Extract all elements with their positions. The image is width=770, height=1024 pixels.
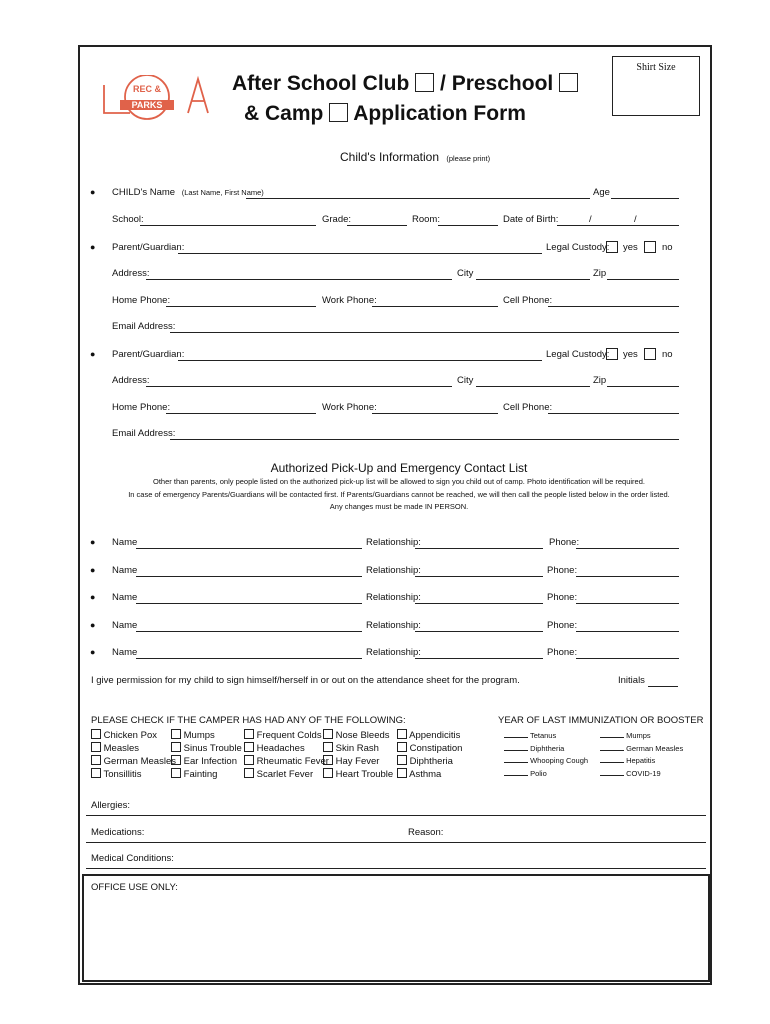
conditions-col-3 bbox=[244, 729, 329, 781]
office-use-label: OFFICE USE ONLY: bbox=[91, 882, 178, 893]
condition-label: Ear Infection bbox=[183, 756, 237, 767]
pickup-rel-field[interactable] bbox=[415, 603, 543, 604]
immunization-label: German Measles bbox=[626, 743, 684, 753]
conditions-col-5 bbox=[397, 729, 462, 781]
zip1-field[interactable] bbox=[607, 279, 679, 280]
pickup-rel-field[interactable] bbox=[415, 548, 543, 549]
medical-conditions-label: Medical Conditions: bbox=[91, 853, 174, 864]
pickup-name-label: Name bbox=[112, 565, 138, 576]
condition-label: Tonsillitis bbox=[103, 769, 142, 780]
condition-item bbox=[91, 742, 176, 755]
medications-field[interactable] bbox=[86, 842, 706, 843]
pickup-name-label: Name bbox=[112, 647, 138, 658]
form-title-line1 bbox=[232, 72, 578, 96]
room-field[interactable] bbox=[438, 225, 498, 226]
parent1-field[interactable] bbox=[178, 253, 542, 254]
condition-checkbox[interactable] bbox=[171, 742, 181, 752]
pickup-phone-field[interactable] bbox=[576, 658, 679, 659]
home-phone1-field[interactable] bbox=[166, 306, 316, 307]
condition-item bbox=[323, 755, 393, 768]
pickup-phone-label: Phone: bbox=[547, 647, 578, 658]
pickup-note-1: Other than parents, only people listed on the authorized pick-up list will be allowed to sign you child out of camp. Photo identification will be required. bbox=[153, 477, 645, 486]
parent2-label: Parent/Guardian: bbox=[112, 349, 185, 360]
grade-field[interactable] bbox=[347, 225, 407, 226]
child-name-field[interactable] bbox=[246, 198, 590, 199]
pickup-phone-field[interactable] bbox=[576, 631, 679, 632]
bullet: ● bbox=[90, 242, 96, 252]
immunization-year-field[interactable] bbox=[504, 762, 528, 763]
pickup-name-label: Name bbox=[112, 537, 138, 548]
immunization-item bbox=[600, 755, 683, 768]
condition-checkbox[interactable] bbox=[397, 729, 407, 739]
pickup-rel-label: Relationship: bbox=[366, 592, 421, 603]
condition-label: Nose Bleeds bbox=[335, 730, 390, 741]
parent2-field[interactable] bbox=[178, 360, 542, 361]
custody1-yes-label: yes bbox=[623, 242, 638, 253]
school-field[interactable] bbox=[140, 225, 316, 226]
condition-item bbox=[397, 742, 462, 755]
condition-checkbox[interactable] bbox=[244, 768, 254, 778]
pickup-rel-label: Relationship: bbox=[366, 647, 421, 658]
condition-label: Frequent Colds bbox=[256, 730, 322, 741]
bullet: ● bbox=[90, 647, 96, 657]
condition-checkbox[interactable] bbox=[171, 768, 181, 778]
bullet: ● bbox=[90, 187, 96, 197]
custody1-label: Legal Custody: bbox=[546, 242, 610, 253]
custody2-no-checkbox[interactable] bbox=[644, 348, 656, 360]
address1-field[interactable] bbox=[146, 279, 452, 280]
immunization-col-1 bbox=[504, 730, 588, 780]
pickup-note-2: In case of emergency Parents/Guardians will be contacted first. If Parents/Guardians cannot be reached, we will then call the people listed below in the order listed. bbox=[128, 490, 670, 499]
zip2-field[interactable] bbox=[607, 386, 679, 387]
logo-text-top: REC & bbox=[132, 84, 161, 94]
condition-label: Chicken Pox bbox=[103, 730, 157, 741]
conditions-col-2 bbox=[171, 729, 242, 781]
pickup-rel-label: Relationship: bbox=[366, 620, 421, 631]
condition-label: Mumps bbox=[183, 730, 215, 741]
pickup-name-field[interactable] bbox=[136, 631, 362, 632]
immunization-item bbox=[504, 743, 588, 756]
immunization-col-2 bbox=[600, 730, 683, 780]
immunization-heading: YEAR OF LAST IMMUNIZATION OR BOOSTER bbox=[498, 715, 704, 726]
condition-item bbox=[91, 755, 176, 768]
medical-conditions-field[interactable] bbox=[86, 868, 706, 869]
cell-phone2-label: Cell Phone: bbox=[503, 402, 553, 413]
child-info-note: (please print) bbox=[446, 154, 491, 163]
condition-checkbox[interactable] bbox=[244, 755, 254, 765]
condition-checkbox[interactable] bbox=[397, 768, 407, 778]
conditions-col-1 bbox=[91, 729, 176, 781]
allergies-label: Allergies: bbox=[91, 800, 131, 811]
email1-field[interactable] bbox=[170, 332, 679, 333]
reason-label: Reason: bbox=[408, 827, 444, 838]
condition-label: Hay Fever bbox=[335, 756, 380, 767]
condition-item bbox=[244, 729, 329, 742]
shirt-size-label: Shirt Size bbox=[636, 62, 676, 73]
condition-label: Asthma bbox=[409, 769, 442, 780]
condition-label: Headaches bbox=[256, 743, 305, 754]
condition-item bbox=[397, 729, 462, 742]
immunization-year-field[interactable] bbox=[504, 775, 528, 776]
address1-label: Address: bbox=[112, 268, 150, 279]
city2-field[interactable] bbox=[476, 386, 590, 387]
condition-item bbox=[171, 729, 242, 742]
grade-label: Grade: bbox=[322, 214, 352, 225]
condition-checkbox[interactable] bbox=[323, 742, 333, 752]
immunization-item bbox=[600, 768, 683, 781]
condition-checkbox[interactable] bbox=[91, 768, 101, 778]
condition-item bbox=[244, 755, 329, 768]
pickup-rel-field[interactable] bbox=[415, 631, 543, 632]
custody2-yes-checkbox[interactable] bbox=[606, 348, 618, 360]
condition-checkbox[interactable] bbox=[171, 729, 181, 739]
pickup-phone-field[interactable] bbox=[576, 548, 679, 549]
immunization-label: Tetanus bbox=[529, 731, 557, 740]
pickup-name-field[interactable] bbox=[136, 603, 362, 604]
immunization-label: Mumps bbox=[626, 731, 651, 740]
pickup-name-field[interactable] bbox=[136, 548, 362, 549]
title-preschool: / Preschool bbox=[440, 72, 554, 95]
pickup-phone-field[interactable] bbox=[576, 576, 679, 577]
custody1-no-checkbox[interactable] bbox=[644, 241, 656, 253]
address2-field[interactable] bbox=[146, 386, 452, 387]
title-camp: & Camp bbox=[244, 102, 324, 125]
allergies-field[interactable] bbox=[86, 815, 706, 816]
pickup-name-field[interactable] bbox=[136, 658, 362, 659]
home-phone2-field[interactable] bbox=[166, 413, 316, 414]
condition-item bbox=[397, 755, 462, 768]
condition-item bbox=[171, 742, 242, 755]
age-field[interactable] bbox=[611, 198, 679, 199]
conditions-col-4 bbox=[323, 729, 393, 781]
pickup-phone-label: Phone: bbox=[549, 537, 580, 548]
immunization-label: Polio bbox=[530, 768, 547, 778]
condition-label: Fainting bbox=[183, 769, 218, 780]
immunization-year-field[interactable] bbox=[600, 775, 624, 776]
condition-checkbox[interactable] bbox=[323, 729, 333, 739]
parent1-label: Parent/Guardian: bbox=[112, 242, 185, 253]
pickup-note-3: Any changes must be made IN PERSON. bbox=[329, 502, 469, 511]
immunization-item bbox=[504, 768, 588, 781]
after-school-checkbox[interactable] bbox=[415, 73, 434, 92]
bullet: ● bbox=[90, 565, 96, 575]
pickup-rel-label: Relationship: bbox=[366, 565, 421, 576]
form-title-line2 bbox=[244, 102, 526, 126]
child-name-label-text: CHILD's Name bbox=[112, 187, 176, 198]
immunization-item bbox=[600, 743, 683, 756]
immunization-year-field[interactable] bbox=[600, 737, 624, 738]
pickup-phone-label: Phone: bbox=[547, 592, 578, 603]
immunization-label: Hepatitis bbox=[626, 756, 656, 765]
custody1-yes-checkbox[interactable] bbox=[606, 241, 618, 253]
pickup-name-label: Name bbox=[112, 592, 138, 603]
dob-label: Date of Birth: bbox=[503, 214, 559, 225]
condition-item bbox=[323, 768, 393, 781]
child-info-heading bbox=[340, 150, 490, 164]
immunization-year-field[interactable] bbox=[504, 750, 528, 751]
immunization-label: COVID-19 bbox=[626, 768, 661, 778]
condition-label: Measles bbox=[103, 743, 140, 754]
condition-label: Scarlet Fever bbox=[256, 769, 314, 780]
condition-item bbox=[91, 768, 176, 781]
custody2-label: Legal Custody: bbox=[546, 349, 610, 360]
condition-checkbox[interactable] bbox=[397, 742, 407, 752]
condition-item bbox=[323, 729, 393, 742]
pickup-heading: Authorized Pick-Up and Emergency Contact List bbox=[270, 461, 528, 475]
city1-label: City bbox=[457, 268, 474, 279]
medications-label: Medications: bbox=[91, 827, 145, 838]
immunization-label: Diphtheria bbox=[530, 743, 565, 753]
condition-checkbox[interactable] bbox=[244, 742, 254, 752]
email2-label: Email Address: bbox=[112, 428, 176, 439]
condition-label: Diphtheria bbox=[409, 756, 453, 767]
child-info-heading-text: Child's Information bbox=[340, 150, 439, 164]
home-phone2-label: Home Phone: bbox=[112, 402, 171, 413]
bullet: ● bbox=[90, 592, 96, 602]
permission-text: I give permission for my child to sign himself/herself in or out on the attendance sheet for the program. bbox=[91, 675, 520, 686]
immunization-item bbox=[600, 730, 683, 743]
condition-checkbox[interactable] bbox=[397, 755, 407, 765]
conditions-heading: PLEASE CHECK IF THE CAMPER HAS HAD ANY OF THE FOLLOWING: bbox=[91, 715, 406, 726]
bullet: ● bbox=[90, 537, 96, 547]
child-name-note: (Last Name, First Name) bbox=[181, 188, 264, 197]
form-frame bbox=[78, 45, 712, 985]
room-label: Room: bbox=[412, 214, 440, 225]
pickup-rel-field[interactable] bbox=[415, 658, 543, 659]
immunization-item bbox=[504, 755, 588, 768]
work-phone2-field[interactable] bbox=[372, 413, 498, 414]
cell-phone2-field[interactable] bbox=[548, 413, 679, 414]
title-application-form: Application Form bbox=[353, 102, 526, 125]
pickup-rel-field[interactable] bbox=[415, 576, 543, 577]
cell-phone1-field[interactable] bbox=[548, 306, 679, 307]
condition-item bbox=[91, 729, 176, 742]
dob-sep-1: / bbox=[589, 214, 592, 225]
zip1-label: Zip bbox=[593, 268, 607, 279]
pickup-phone-label: Phone: bbox=[547, 565, 578, 576]
immunization-year-field[interactable] bbox=[600, 750, 624, 751]
dob-sep-2: / bbox=[634, 214, 637, 225]
zip2-label: Zip bbox=[593, 375, 607, 386]
rec-parks-logo bbox=[100, 75, 210, 125]
email1-label: Email Address: bbox=[112, 321, 176, 332]
work-phone1-label: Work Phone: bbox=[322, 295, 377, 306]
condition-label: Heart Trouble bbox=[335, 769, 394, 780]
dob-field[interactable] bbox=[557, 225, 679, 226]
preschool-checkbox[interactable] bbox=[559, 73, 578, 92]
condition-label: Constipation bbox=[409, 743, 463, 754]
work-phone1-field[interactable] bbox=[372, 306, 498, 307]
immunization-item bbox=[504, 730, 588, 743]
address2-label: Address: bbox=[112, 375, 150, 386]
condition-item bbox=[171, 755, 242, 768]
condition-checkbox[interactable] bbox=[91, 742, 101, 752]
home-phone1-label: Home Phone: bbox=[112, 295, 171, 306]
condition-item bbox=[244, 742, 329, 755]
condition-label: German Measles bbox=[103, 756, 176, 767]
city1-field[interactable] bbox=[476, 279, 590, 280]
condition-item bbox=[244, 768, 329, 781]
pickup-rel-label: Relationship: bbox=[366, 537, 421, 548]
condition-checkbox[interactable] bbox=[91, 729, 101, 739]
condition-checkbox[interactable] bbox=[323, 755, 333, 765]
condition-label: Rheumatic Fever bbox=[256, 756, 329, 767]
initials-label: Initials bbox=[618, 675, 645, 686]
pickup-name-field[interactable] bbox=[136, 576, 362, 577]
pickup-phone-label: Phone: bbox=[547, 620, 578, 631]
custody1-no-label: no bbox=[662, 242, 673, 253]
immunization-year-field[interactable] bbox=[504, 737, 528, 738]
age-label: Age bbox=[593, 187, 610, 198]
condition-item bbox=[397, 768, 462, 781]
condition-label: Sinus Trouble bbox=[183, 743, 242, 754]
initials-field[interactable] bbox=[648, 686, 678, 687]
email2-field[interactable] bbox=[170, 439, 679, 440]
immunization-year-field[interactable] bbox=[600, 762, 624, 763]
cell-phone1-label: Cell Phone: bbox=[503, 295, 553, 306]
custody2-yes-label: yes bbox=[623, 349, 638, 360]
immunization-label: Whooping Cough bbox=[530, 756, 589, 765]
title-after-school: After School Club bbox=[232, 72, 410, 95]
camp-checkbox[interactable] bbox=[329, 103, 348, 122]
logo-text-bottom: PARKS bbox=[120, 100, 174, 110]
condition-item bbox=[323, 742, 393, 755]
shirt-size-box[interactable] bbox=[612, 56, 700, 116]
pickup-phone-field[interactable] bbox=[576, 603, 679, 604]
condition-checkbox[interactable] bbox=[323, 768, 333, 778]
condition-checkbox[interactable] bbox=[244, 729, 254, 739]
condition-item bbox=[171, 768, 242, 781]
condition-label: Skin Rash bbox=[335, 743, 379, 754]
condition-checkbox[interactable] bbox=[171, 755, 181, 765]
school-label: School: bbox=[112, 214, 144, 225]
bullet: ● bbox=[90, 620, 96, 630]
pickup-name-label: Name bbox=[112, 620, 138, 631]
work-phone2-label: Work Phone: bbox=[322, 402, 377, 413]
custody2-no-label: no bbox=[662, 349, 673, 360]
condition-label: Appendicitis bbox=[409, 730, 461, 741]
bullet: ● bbox=[90, 349, 96, 359]
city2-label: City bbox=[457, 375, 474, 386]
child-name-label bbox=[112, 187, 264, 198]
condition-checkbox[interactable] bbox=[91, 755, 101, 765]
